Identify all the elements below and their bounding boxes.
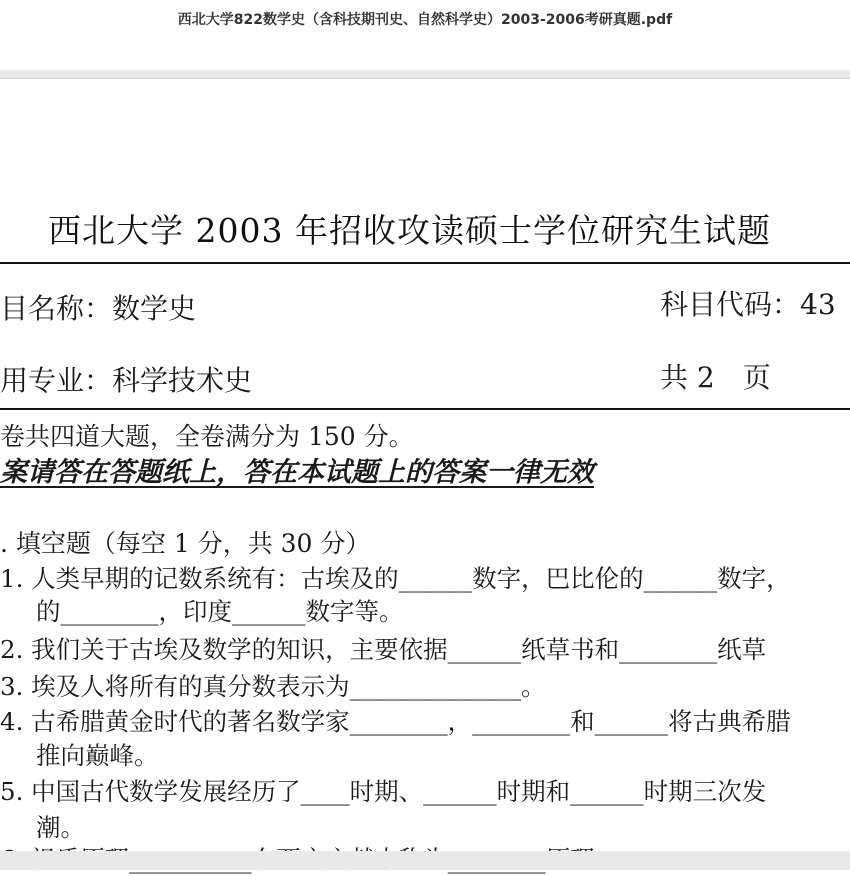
question-5-line-2: 潮。 bbox=[36, 813, 85, 842]
title-divider bbox=[0, 262, 850, 264]
question-5-line-1: 5. 中国古代数学发展经历了____时期、______时期和______时期三次发 bbox=[0, 777, 767, 806]
answer-warning: 案请答在答题纸上，答在本试题上的答案一律无效 bbox=[0, 457, 594, 488]
question-3: 3. 埃及人将所有的真分数表示为______________。 bbox=[0, 672, 546, 701]
header-divider bbox=[0, 408, 850, 410]
page-gap-bottom bbox=[0, 851, 850, 870]
question-4-line-1: 4. 古希腊黄金时代的著名数学家________，________和______将古典希腊 bbox=[0, 707, 791, 736]
exam-notice: 卷共四道大题，全卷满分为 150 分。 bbox=[0, 422, 414, 451]
question-1-line-2: 的________，印度______数字等。 bbox=[36, 597, 404, 626]
subject-code: 科目代码：43 bbox=[660, 288, 836, 321]
applicable-major: 用专业：科学技术史 bbox=[0, 364, 253, 397]
pdf-page bbox=[0, 79, 850, 851]
exam-title: 西北大学 2003 年招收攻读硕士学位研究生试题 bbox=[48, 211, 771, 250]
document-file-title: 西北大学822数学史（含科技期刊史、自然科学史）2003-2006考研真题.pdf bbox=[177, 12, 673, 28]
subject-name: 目名称：数学史 bbox=[0, 292, 197, 325]
section-heading: . 填空题（每空 1 分，共 30 分） bbox=[0, 529, 371, 558]
page-gap-top bbox=[0, 70, 850, 78]
question-4-line-2: 推向巅峰。 bbox=[36, 741, 159, 770]
viewer-title-bar bbox=[0, 0, 850, 70]
question-1-line-1: 1. 人类早期的记数系统有：古埃及的______数字，巴比伦的______数字， bbox=[0, 564, 791, 593]
page-count: 共 2 页 bbox=[660, 361, 771, 394]
question-2: 2. 我们关于古埃及数学的知识，主要依据______纸草书和________纸草 bbox=[0, 635, 767, 664]
